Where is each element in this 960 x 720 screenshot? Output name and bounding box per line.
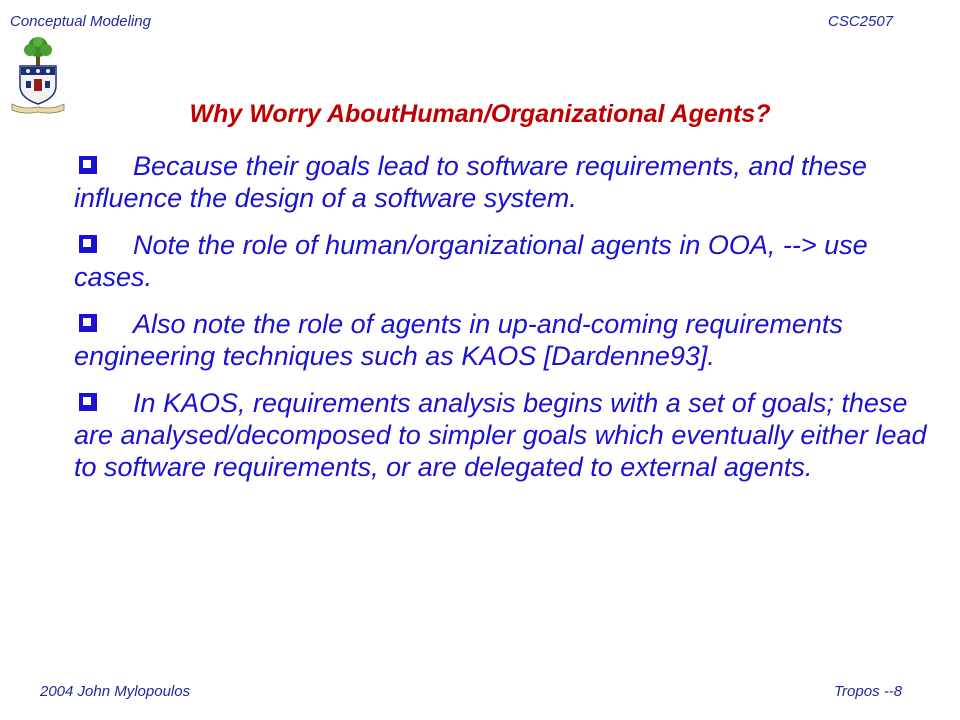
hollow-square-bullet-icon [79, 314, 97, 332]
header-course-code: CSC2507 [828, 13, 894, 30]
hollow-square-bullet-icon [79, 235, 97, 253]
header-course-title: Conceptual Modeling [10, 13, 151, 30]
bullet-item [74, 229, 934, 293]
bullet-text: In KAOS, requirements analysis begins with a set of goals; these are analysed/decomposed to simpler goals which eventually either lead to software requirements, or are delegated to external agents. [74, 388, 927, 482]
footer-slide-number: Tropos --8 [834, 683, 903, 700]
bullet-text: Note the role of human/organizational agents in OOA, --> use cases. [74, 230, 868, 292]
bullet-item [74, 387, 934, 483]
hollow-square-bullet-icon [79, 393, 97, 411]
bullet-item [74, 150, 934, 214]
bullet-text: Because their goals lead to software requirements, and these influence the design of a software system. [74, 151, 867, 213]
hollow-square-bullet-icon [79, 156, 97, 174]
bullet-item [74, 308, 934, 372]
bullet-list [74, 150, 934, 498]
footer-author: 2004 John Mylopoulos [40, 683, 191, 700]
bullet-text: Also note the role of agents in up-and-coming requirements engineering techniques such as KAOS [Dardenne93]. [74, 309, 843, 371]
slide-title: Why Worry AboutHuman/Organizational Agents? [189, 100, 771, 128]
